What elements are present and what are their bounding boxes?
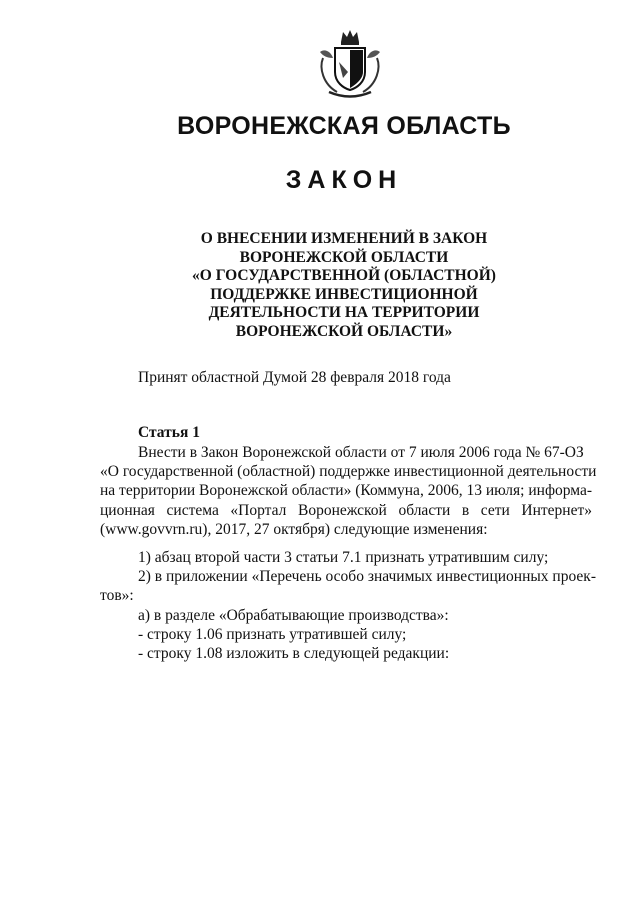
- adoption-date: Принят областной Думой 28 февраля 2018 года: [138, 369, 451, 386]
- list-item: 1) абзац второй части 3 статьи 7.1 признать утратившим силу;: [138, 549, 549, 566]
- paragraph-line: Внести в Закон Воронежской области от 7 июля 2006 года № 67-ОЗ: [138, 444, 584, 461]
- law-title-line: «О ГОСУДАРСТВЕННОЙ (ОБЛАСТНОЙ): [192, 267, 496, 284]
- law-title-line: ДЕЯТЕЛЬНОСТИ НА ТЕРРИТОРИИ: [208, 304, 480, 321]
- law-title-line: ВОРОНЕЖСКОЙ ОБЛАСТИ: [239, 248, 449, 266]
- list-item: - строку 1.06 признать утратившей силу;: [138, 625, 407, 643]
- paragraph-line: «О государственной (областной) поддержке инвестиционной деятельности: [100, 463, 597, 481]
- document-type-heading: ЗАКОН: [285, 166, 403, 194]
- law-title-line: ВОРОНЕЖСКОЙ ОБЛАСТИ»: [235, 322, 453, 340]
- paragraph-line: на территории Воронежской области» (Коммуна, 2006, 13 июля; информа-: [100, 482, 592, 500]
- paragraph-line: (www.govvrn.ru), 2017, 27 октября) следующие изменения:: [100, 520, 488, 538]
- paragraph-line: ционная система «Портал Воронежской области в сети Интернет»: [100, 501, 592, 519]
- coat-of-arms-emblem: [315, 28, 385, 100]
- region-heading: ВОРОНЕЖСКАЯ ОБЛАСТЬ: [177, 112, 511, 140]
- law-title-line: ПОДДЕРЖКЕ ИНВЕСТИЦИОННОЙ: [210, 285, 478, 303]
- law-title-line: О ВНЕСЕНИИ ИЗМЕНЕНИЙ В ЗАКОН: [200, 230, 488, 247]
- list-item-continuation: тов»:: [100, 587, 134, 605]
- list-item: 2) в приложении «Перечень особо значимых инвестиционных проек-: [138, 568, 596, 586]
- article-intro-paragraph: [100, 443, 597, 539]
- list-item: - строку 1.08 изложить в следующей редакции:: [138, 644, 450, 662]
- law-title: [0, 230, 640, 341]
- list-item: а) в разделе «Обрабатывающие производства»:: [138, 606, 449, 624]
- amendments-list: [100, 548, 596, 663]
- article-heading: Статья 1: [138, 424, 200, 441]
